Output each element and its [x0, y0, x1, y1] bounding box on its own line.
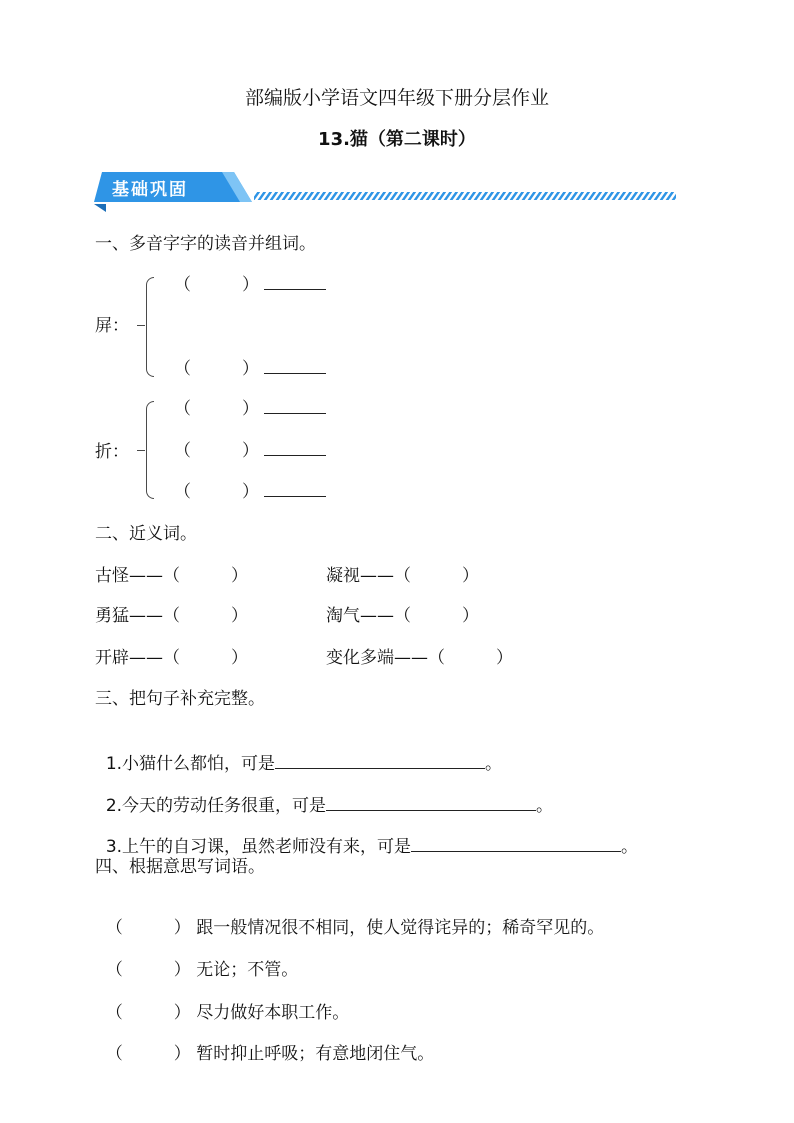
sentence-item[interactable]: 1.小猫什么都怕，可是 。 — [105, 754, 503, 774]
pinyin-slot[interactable]: （ ） — [174, 398, 326, 419]
sentence-item[interactable]: 3.上午的自习课，虽然老师没有来，可是 。 — [105, 837, 639, 857]
synonym-item[interactable]: 凝视——（ ） — [326, 566, 479, 586]
answer-line — [275, 753, 485, 769]
brace-ping — [146, 277, 154, 377]
lesson-subtitle: 13.猫（第二课时） — [318, 129, 476, 150]
synonym-item[interactable]: 开辟——（ ） — [95, 648, 248, 668]
char-ping: 屏： — [95, 316, 129, 336]
word-blank — [264, 274, 326, 290]
word-blank — [264, 481, 326, 497]
sentence-item[interactable]: 2.今天的劳动任务很重，可是 。 — [105, 796, 554, 816]
pinyin-slot[interactable]: （ ） — [174, 358, 326, 379]
pinyin-slot[interactable]: （ ） — [174, 274, 326, 295]
section1-heading: 一、多音字字的读音并组词。 — [95, 234, 316, 254]
section-banner — [94, 168, 684, 214]
word-blank — [264, 398, 326, 414]
word-blank — [264, 358, 326, 374]
definition-item[interactable]: （ ） 跟一般情况很不相同，使人觉得诧异的；稀奇罕见的。 — [105, 918, 605, 938]
word-blank — [264, 440, 326, 456]
banner-fold — [94, 204, 106, 212]
synonym-item[interactable]: 变化多端——（ ） — [326, 648, 513, 668]
definition-item[interactable]: （ ） 暂时抑止呼吸；有意地闭住气。 — [105, 1044, 435, 1064]
brace-tip-zhe — [137, 450, 145, 451]
pinyin-slot[interactable]: （ ） — [174, 481, 326, 502]
banner-label: 基础巩固 — [112, 180, 188, 200]
synonym-item[interactable]: 淘气——（ ） — [326, 606, 479, 626]
page-title: 部编版小学语文四年级下册分层作业 — [244, 87, 549, 109]
banner-stripes — [254, 192, 676, 200]
char-zhe: 折： — [95, 442, 129, 462]
synonym-item[interactable]: 古怪——（ ） — [95, 566, 248, 586]
brace-zhe — [146, 401, 154, 499]
section4-heading: 四、根据意思写词语。 — [95, 857, 265, 877]
pinyin-slot[interactable]: （ ） — [174, 440, 326, 461]
section3-heading: 三、把句子补充完整。 — [95, 689, 265, 709]
answer-line — [326, 795, 536, 811]
definition-item[interactable]: （ ） 无论；不管。 — [105, 960, 299, 980]
synonym-item[interactable]: 勇猛——（ ） — [95, 606, 248, 626]
brace-tip-ping — [137, 325, 145, 326]
answer-line — [411, 836, 621, 852]
definition-item[interactable]: （ ） 尽力做好本职工作。 — [105, 1003, 350, 1023]
section2-heading: 二、近义词。 — [95, 524, 197, 544]
